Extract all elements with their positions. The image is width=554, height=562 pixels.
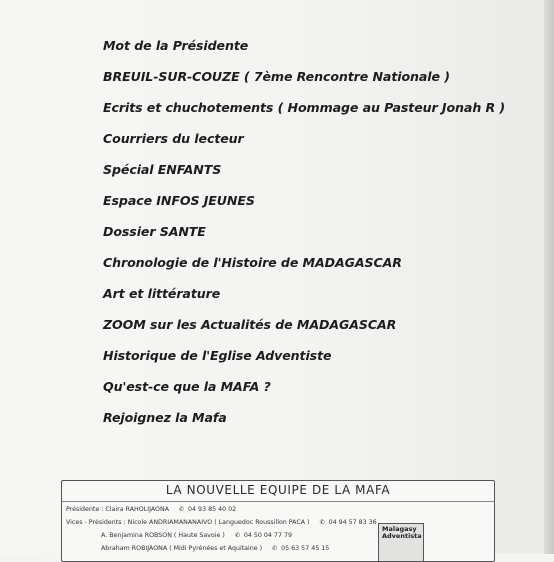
vp3-phone: 05 63 57 45 15	[281, 545, 330, 552]
adventist-logo	[378, 523, 424, 562]
toc-item[interactable]: Mot de la Présidente	[103, 38, 249, 53]
vp2-name: A. Benjamina ROBSON ( Haute Savoie )	[101, 532, 225, 539]
team-panel	[61, 480, 495, 562]
team-title: LA NOUVELLE EQUIPE DE LA MAFA	[165, 483, 391, 497]
toc-item[interactable]: Historique de l'Eglise Adventiste	[103, 348, 332, 363]
president-row	[66, 506, 236, 513]
phone-icon: ✆	[179, 506, 185, 513]
vp-row	[66, 519, 377, 526]
toc-item[interactable]: Spécial ENFANTS	[103, 162, 222, 177]
table-of-contents	[103, 36, 505, 439]
logo-text: Adventista	[382, 532, 422, 540]
toc-item[interactable]: Art et littérature	[103, 286, 221, 301]
page-edge	[544, 0, 554, 554]
logo-text: Malagasy	[382, 525, 417, 533]
vp3-name: Abraham ROBIJAONA ( Midi Pyrénées et Aquitaine )	[101, 545, 263, 552]
phone-icon: ✆	[272, 545, 278, 552]
phone-icon: ✆	[234, 532, 240, 539]
vp-row	[101, 545, 329, 552]
toc-item[interactable]: Ecrits et chuchotements ( Hommage au Pasteur Jonah R )	[103, 100, 506, 115]
president-name: Claira RAHOLIJAONA	[105, 506, 169, 513]
phone-icon: ✆	[319, 519, 325, 526]
vp-label: Vices - Présidents :	[66, 519, 126, 526]
vp1-name: Nicole ANDRIAMANANAIVO ( Languedoc Roussillon PACA )	[127, 519, 310, 526]
president-phone: 04 93 85 40 02	[188, 506, 237, 513]
vp1-phone: 04 94 57 83 36	[328, 519, 377, 526]
vp-row	[101, 532, 292, 539]
vp2-phone: 04 50 04 77 79	[243, 532, 292, 539]
president-label: Présidente :	[66, 506, 104, 513]
toc-item[interactable]: BREUIL-SUR-COUZE ( 7ème Rencontre Nationale )	[103, 69, 450, 84]
toc-item[interactable]: Rejoignez la Mafa	[103, 410, 227, 425]
toc-item[interactable]: Dossier SANTE	[103, 224, 206, 239]
toc-item[interactable]: Chronologie de l'Histoire de MADAGASCAR	[103, 255, 402, 270]
toc-item[interactable]: ZOOM sur les Actualités de MADAGASCAR	[103, 317, 397, 332]
divider	[62, 501, 494, 502]
toc-item[interactable]: Qu'est-ce que la MAFA ?	[103, 379, 271, 394]
toc-item[interactable]: Espace INFOS JEUNES	[103, 193, 255, 208]
toc-item[interactable]: Courriers du lecteur	[103, 131, 244, 146]
